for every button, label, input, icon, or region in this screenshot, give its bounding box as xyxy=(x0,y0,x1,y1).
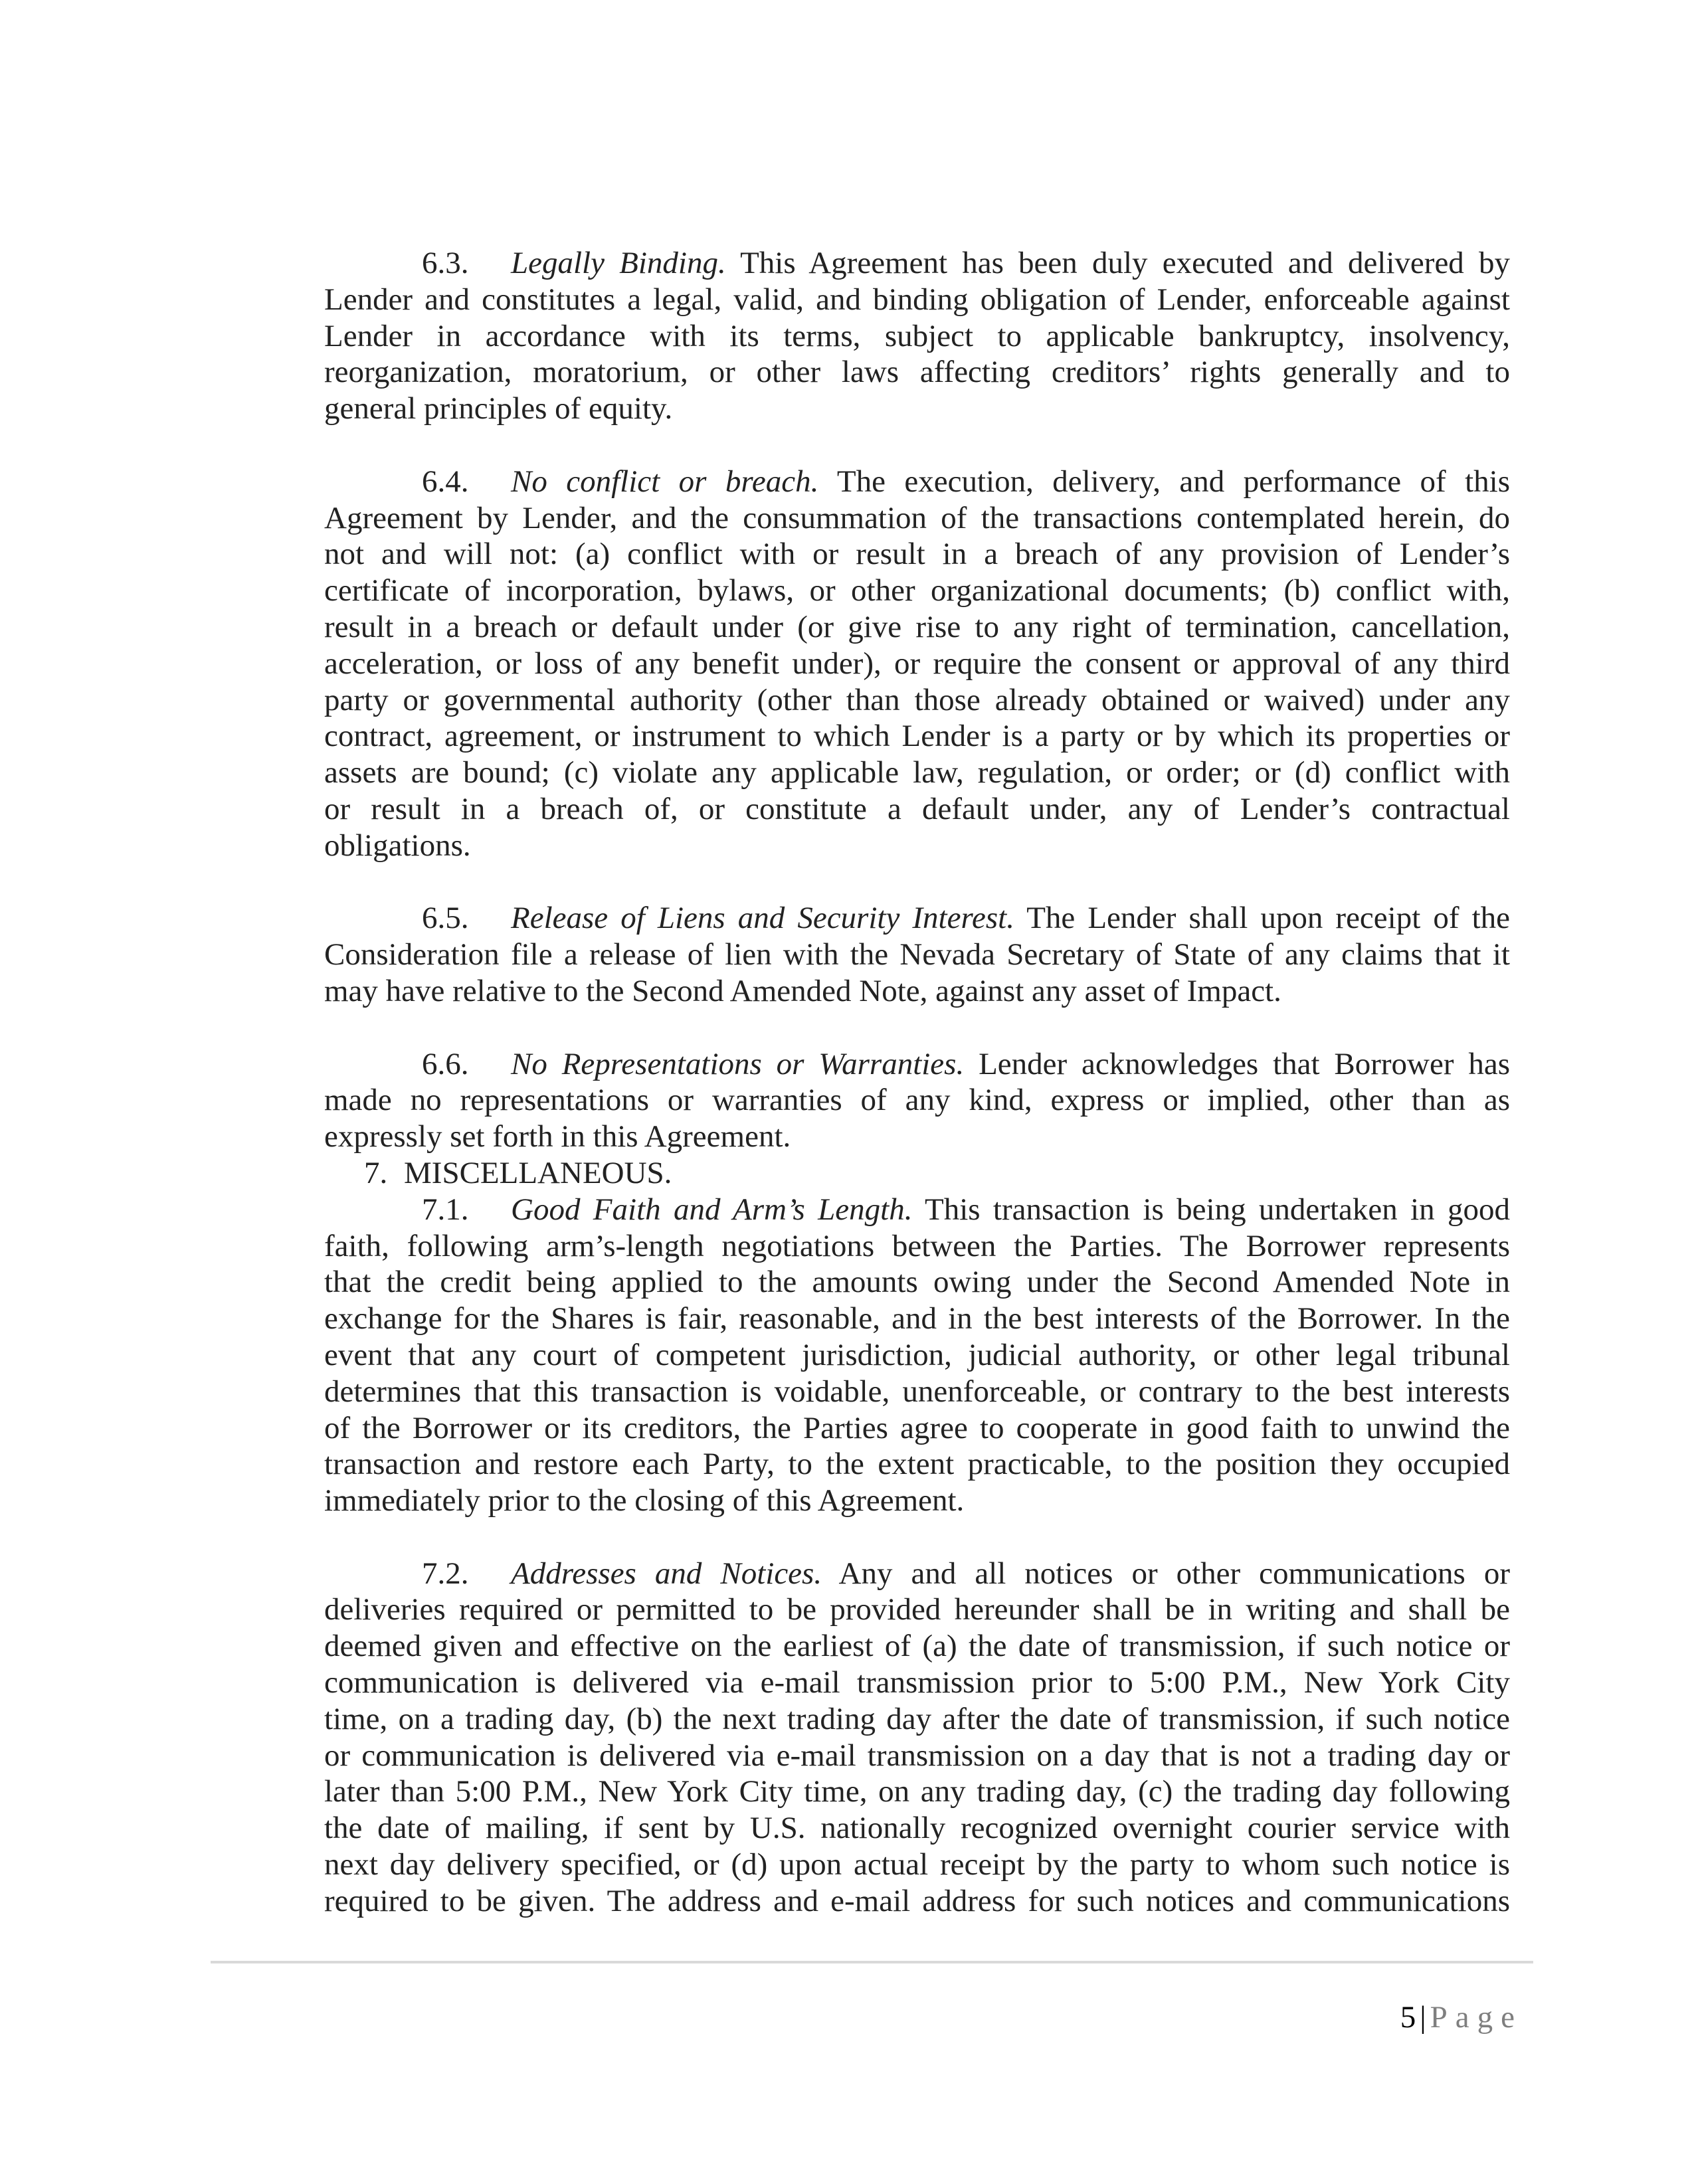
clause-first-line xyxy=(324,1046,1510,1083)
clause-text: Any and all notices or other communications or xyxy=(822,1556,1510,1591)
clause-line: immediately prior to the closing of this Agreement. xyxy=(324,1483,965,1518)
clause-line: not and will not: (a) conflict with or result in a breach of any provision of Lender’s xyxy=(324,537,1510,572)
clause-text: The Lender shall upon receipt of the xyxy=(1014,901,1510,936)
page-number-value: 5 xyxy=(1400,2000,1416,2035)
clause-paragraph xyxy=(324,1192,1510,1519)
clause-title: No Representations or Warranties. xyxy=(511,1046,965,1081)
clause-number: 6.4. xyxy=(422,464,469,499)
clause-line: or communication is delivered via e-mail transmission on a day that is not a trading day or xyxy=(324,1738,1510,1773)
clause-line: certificate of incorporation, bylaws, or other organizational documents; (b) conflict with, xyxy=(324,573,1510,608)
clause-line: may have relative to the Second Amended Note, against any asset of Impact. xyxy=(324,973,1281,1008)
clause-line: deliveries required or permitted to be provided hereunder shall be in writing and shall be xyxy=(324,1592,1510,1627)
footer-divider xyxy=(211,1961,1533,1963)
clause-line: party or governmental authority (other than those already obtained or waived) under any xyxy=(324,682,1510,717)
clause-paragraph xyxy=(324,464,1510,864)
clause-line: reorganization, moratorium, or other laws affecting creditors’ rights generally and to xyxy=(324,355,1510,390)
clause-line: determines that this transaction is voidable, unenforceable, or contrary to the best interests xyxy=(324,1374,1510,1409)
clause-line: deemed given and effective on the earliest of (a) the date of transmission, if such notice or xyxy=(324,1629,1510,1664)
section-heading xyxy=(324,1155,1510,1192)
clause-title: Release of Liens and Security Interest. xyxy=(511,901,1014,936)
clause-paragraph xyxy=(324,245,1510,427)
clause-text: This transaction is being undertaken in good xyxy=(912,1192,1510,1227)
clause-number: 7.2. xyxy=(422,1556,469,1591)
clause-text: The execution, delivery, and performance of this xyxy=(818,464,1510,499)
clause-paragraph xyxy=(324,1046,1510,1155)
clause-line: time, on a trading day, (b) the next trading day after the date of transmission, if such notice xyxy=(324,1701,1510,1736)
clause-line: assets are bound; (c) violate any applicable law, regulation, or order; or (d) conflict with xyxy=(324,755,1510,790)
clause-line: later than 5:00 P.M., New York City time, on any trading day, (c) the trading day following xyxy=(324,1774,1510,1809)
clause-first-line xyxy=(324,245,1510,282)
clause-line: Agreement by Lender, and the consummation of the transactions contemplated herein, do xyxy=(324,500,1510,535)
page-separator: | xyxy=(1420,2000,1426,2035)
clause-text: This Agreement has been duly executed and delivered by xyxy=(725,246,1510,280)
clause-line: Lender in accordance with its terms, subject to applicable bankruptcy, insolvency, xyxy=(324,318,1510,353)
clause-line: the date of mailing, if sent by U.S. nationally recognized overnight courier service with xyxy=(324,1811,1510,1846)
clause-line: communication is delivered via e-mail transmission prior to 5:00 P.M., New York City xyxy=(324,1665,1510,1700)
clause-paragraph xyxy=(324,1556,1510,1920)
section-number: 7. xyxy=(364,1155,388,1190)
clause-line: made no representations or warranties of any kind, express or implied, other than as xyxy=(324,1083,1510,1118)
clause-line: expressly set forth in this Agreement. xyxy=(324,1119,791,1154)
document-body xyxy=(324,245,1510,1956)
clause-line: general principles of equity. xyxy=(324,391,673,426)
clause-line: Consideration file a release of lien with the Nevada Secretary of State of any claims that it xyxy=(324,937,1510,972)
clause-line: faith, following arm’s-length negotiations between the Parties. The Borrower represents xyxy=(324,1228,1510,1263)
clause-title: Legally Binding. xyxy=(511,246,726,280)
clause-line: event that any court of competent jurisdiction, judicial authority, or other legal tribunal xyxy=(324,1337,1510,1372)
clause-line: result in a breach or default under (or give rise to any right of termination, cancellation, xyxy=(324,609,1510,644)
clause-line: transaction and restore each Party, to the extent practicable, to the position they occupied xyxy=(324,1447,1510,1482)
clause-first-line xyxy=(324,1556,1510,1592)
clause-title: Addresses and Notices. xyxy=(511,1556,822,1591)
clause-line: or result in a breach of, or constitute a default under, any of Lender’s contractual xyxy=(324,791,1510,826)
clause-line: of the Borrower or its creditors, the Parties agree to cooperate in good faith to unwind the xyxy=(324,1410,1510,1445)
clause-line: acceleration, or loss of any benefit under), or require the consent or approval of any third xyxy=(324,646,1510,681)
clause-number: 6.5. xyxy=(422,901,469,936)
clause-first-line xyxy=(324,900,1510,937)
clause-line: that the credit being applied to the amounts owing under the Second Amended Note in xyxy=(324,1265,1510,1300)
clause-line: exchange for the Shares is fair, reasonable, and in the best interests of the Borrower. In the xyxy=(324,1301,1510,1336)
clause-first-line xyxy=(324,464,1510,500)
clause-line: contract, agreement, or instrument to which Lender is a party or by which its properties or xyxy=(324,719,1510,754)
clause-text: Lender acknowledges that Borrower has xyxy=(964,1046,1510,1081)
clause-number: 7.1. xyxy=(422,1192,469,1227)
section-title: MISCELLANEOUS. xyxy=(404,1155,672,1190)
clause-paragraph xyxy=(324,900,1510,1009)
clause-title: No conflict or breach. xyxy=(511,464,819,499)
clause-line: required to be given. The address and e-mail address for such notices and communications xyxy=(324,1883,1510,1918)
clause-first-line xyxy=(324,1192,1510,1228)
page-number xyxy=(1400,1999,1523,2035)
page-label: Page xyxy=(1430,2000,1523,2035)
clause-line: obligations. xyxy=(324,828,471,863)
clause-number: 6.3. xyxy=(422,246,469,280)
clause-title: Good Faith and Arm’s Length. xyxy=(511,1192,913,1227)
clause-number: 6.6. xyxy=(422,1046,469,1081)
clause-line: next day delivery specified, or (d) upon actual receipt by the party to whom such notice is xyxy=(324,1847,1510,1882)
clause-line: Lender and constitutes a legal, valid, and binding obligation of Lender, enforceable against xyxy=(324,282,1510,317)
